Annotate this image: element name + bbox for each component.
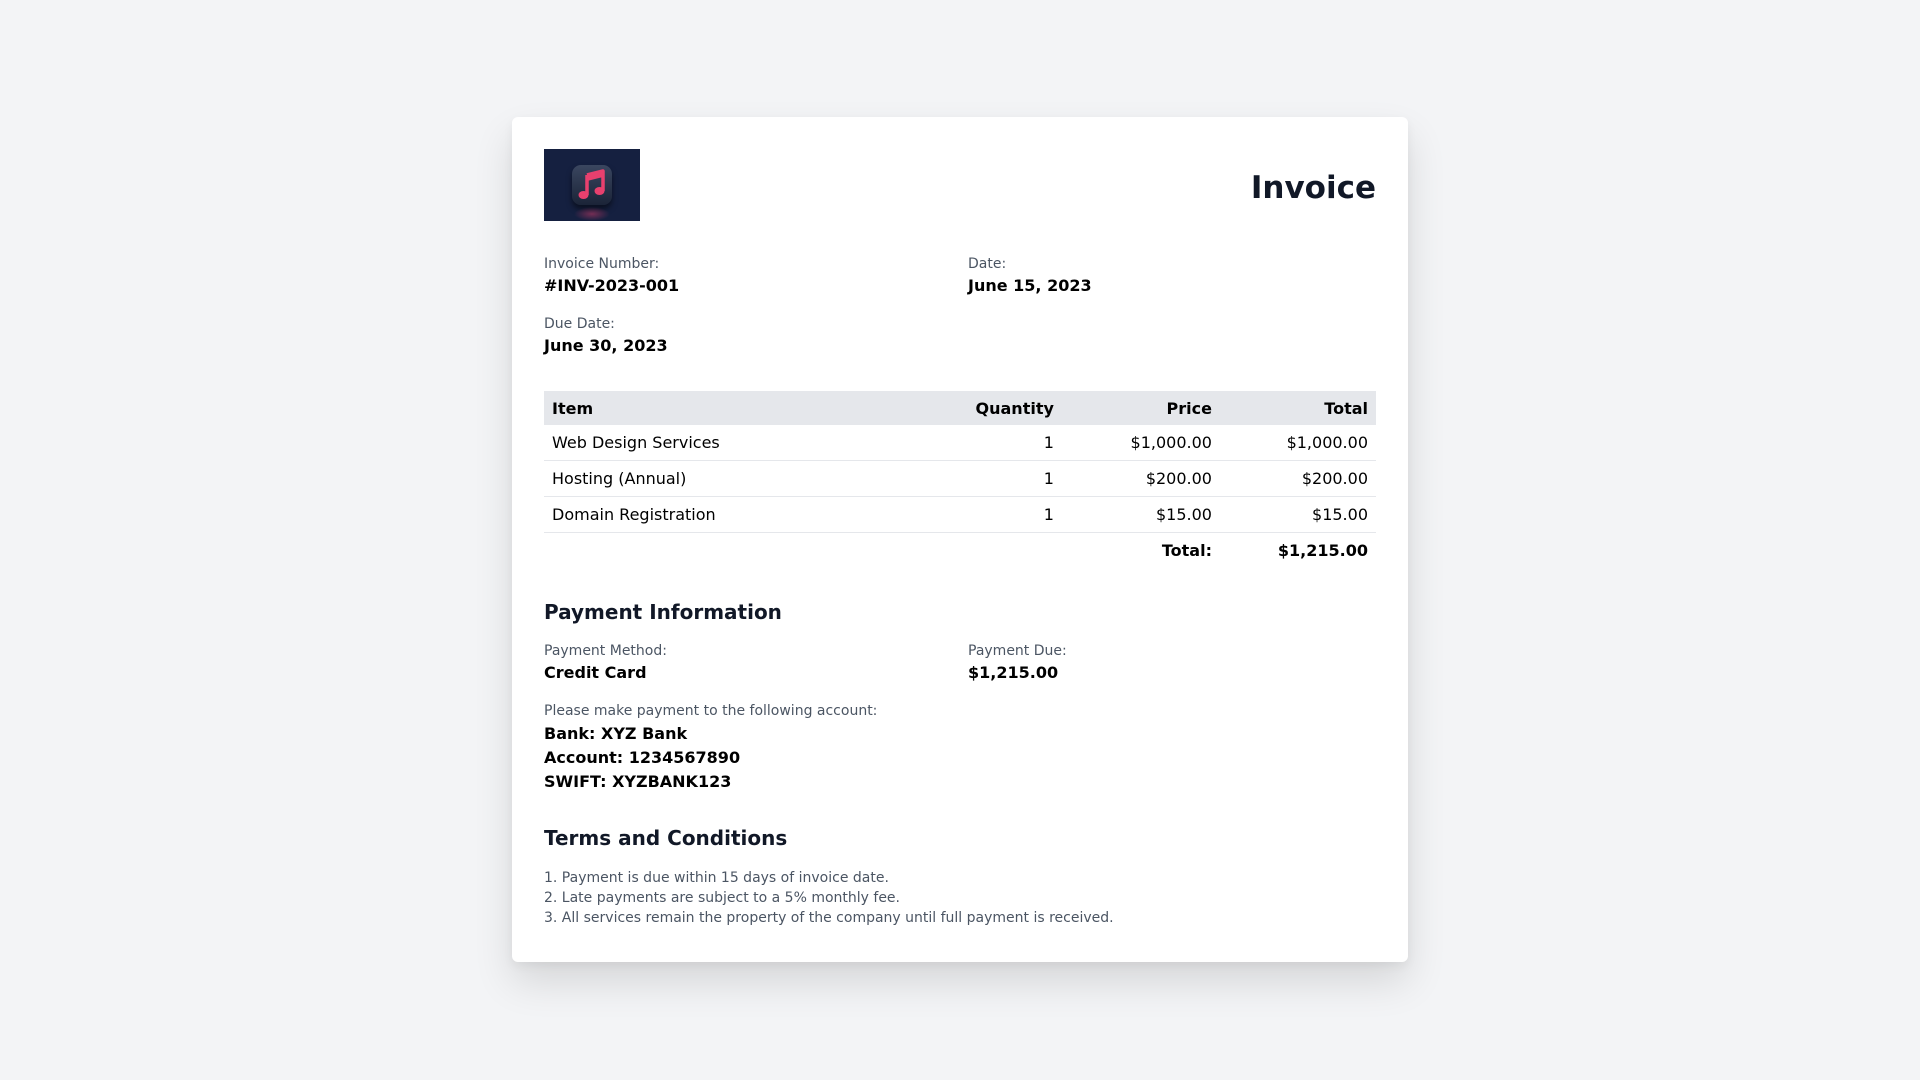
row-total: $15.00 [1220, 497, 1376, 533]
table-row [544, 461, 1376, 497]
invoice-date: June 15, 2023 [968, 276, 1092, 295]
header-item: Item [544, 391, 929, 425]
invoice-number-block [544, 255, 968, 297]
invoice-meta [544, 255, 1376, 357]
due-date-label: Due Date: [544, 316, 615, 332]
payment-method: Credit Card [544, 663, 647, 682]
table-total-row [544, 533, 1376, 569]
due-date-block [544, 315, 968, 357]
invoice-date-label: Date: [968, 256, 1007, 272]
account-number: Account: 1234567890 [544, 748, 741, 767]
payment-due-label: Payment Due: [968, 643, 1067, 659]
header-total: Total [1220, 391, 1376, 425]
row-item: Web Design Services [544, 425, 929, 461]
payment-due: $1,215.00 [968, 663, 1059, 682]
row-total: $1,000.00 [1220, 425, 1376, 461]
invoice-card [512, 117, 1408, 962]
payment-method-block [544, 642, 968, 684]
terms-list [544, 868, 1376, 928]
invoice-number-label: Invoice Number: [544, 256, 660, 272]
row-price: $1,000.00 [1062, 425, 1220, 461]
music-note-icon [577, 169, 607, 201]
row-item: Hosting (Annual) [544, 461, 929, 497]
grand-total: $1,215.00 [1277, 541, 1368, 560]
payment-grid [544, 642, 1376, 684]
logo-glow [574, 207, 610, 221]
swift-code: SWIFT: XYZBANK123 [544, 772, 732, 791]
list-item: 1. Payment is due within 15 days of invoice date. [544, 870, 889, 886]
row-quantity: 1 [929, 497, 1062, 533]
invoice-date-block [968, 255, 1376, 297]
list-item: 3. All services remain the property of the company until full payment is received. [544, 910, 1114, 926]
row-quantity: 1 [929, 425, 1062, 461]
bank-name: Bank: XYZ Bank [544, 724, 688, 743]
invoice-number: #INV-2023-001 [544, 276, 680, 295]
payment-due-block [968, 642, 1376, 684]
terms-section [544, 826, 1376, 928]
company-logo [544, 149, 640, 221]
list-item: 2. Late payments are subject to a 5% monthly fee. [544, 890, 900, 906]
row-quantity: 1 [929, 461, 1062, 497]
total-spacer [544, 533, 929, 569]
account-label: Please make payment to the following account: [544, 703, 878, 719]
row-price: $200.00 [1062, 461, 1220, 497]
total-label: Total: [1161, 541, 1212, 560]
header-price: Price [1062, 391, 1220, 425]
table-row [544, 425, 1376, 461]
payment-heading: Payment Information [544, 600, 782, 624]
invoice-header [544, 149, 1376, 221]
due-date: June 30, 2023 [544, 336, 668, 355]
line-items-table [544, 391, 1376, 568]
terms-heading: Terms and Conditions [544, 826, 788, 850]
invoice-title: Invoice [1250, 170, 1376, 206]
header-quantity: Quantity [929, 391, 1062, 425]
payment-section [544, 600, 1376, 794]
total-spacer [929, 533, 1062, 569]
table-header-row [544, 391, 1376, 425]
row-item: Domain Registration [544, 497, 929, 533]
row-total: $200.00 [1220, 461, 1376, 497]
payment-method-label: Payment Method: [544, 643, 667, 659]
row-price: $15.00 [1062, 497, 1220, 533]
account-details [544, 702, 1376, 794]
table-row [544, 497, 1376, 533]
